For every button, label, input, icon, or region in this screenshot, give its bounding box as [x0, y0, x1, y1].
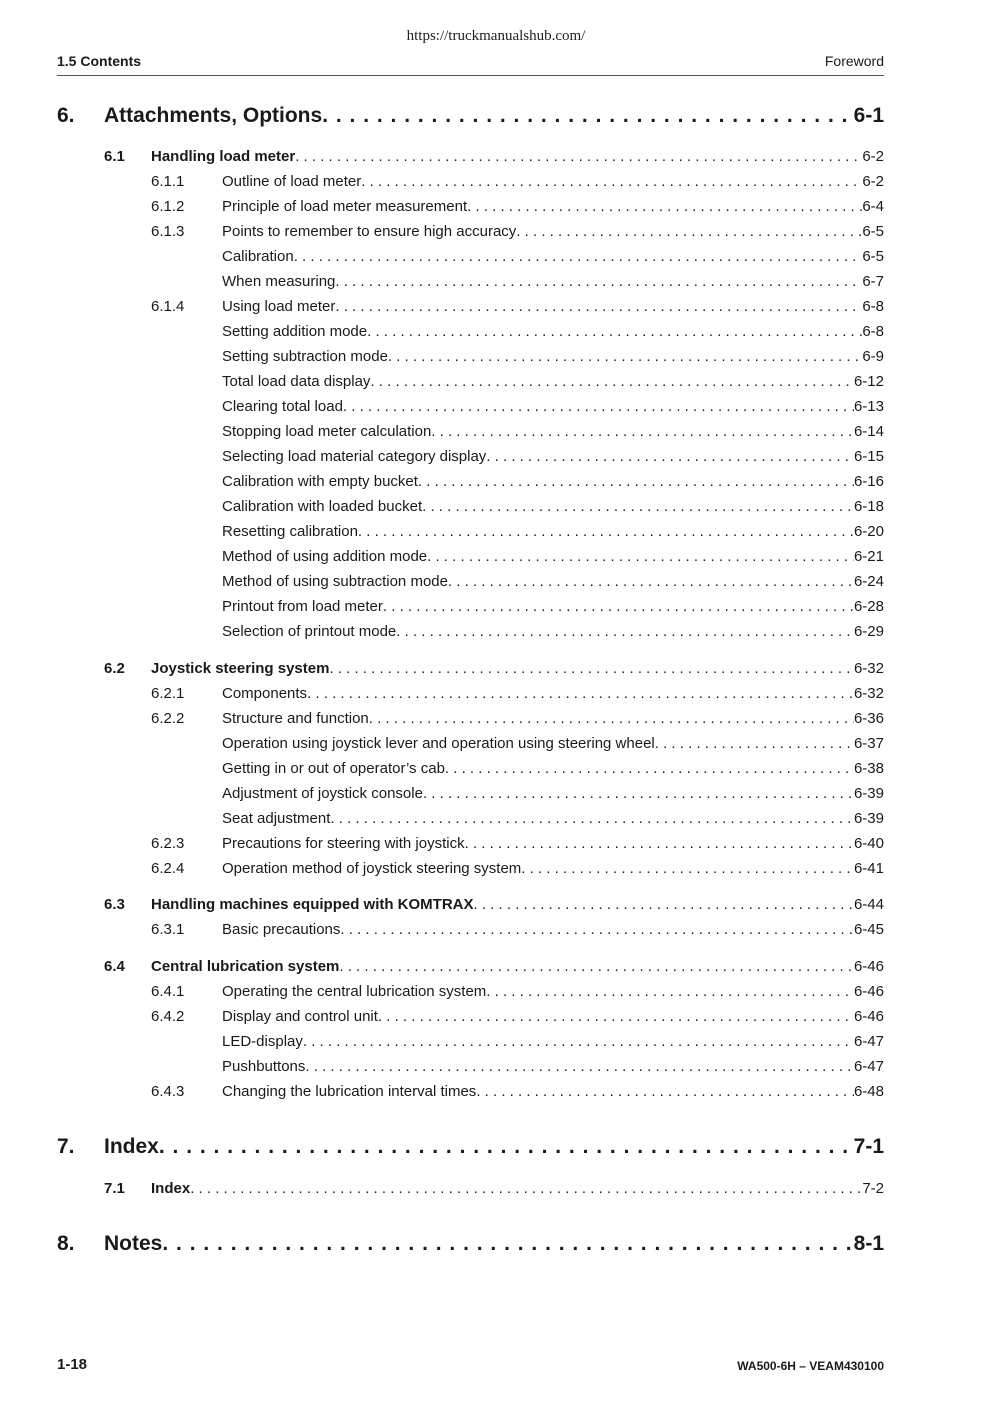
toc-number: 6.2.3	[151, 835, 185, 852]
toc-page-number: 6-38	[853, 760, 884, 777]
toc-title: Index	[151, 1180, 191, 1197]
toc-entry-line	[222, 348, 884, 365]
toc-leader-dots	[423, 785, 854, 802]
toc-title: Selection of printout mode	[222, 623, 397, 640]
toc-leader-dots	[521, 860, 854, 877]
toc-entry-line	[222, 685, 884, 702]
toc-entry-line	[222, 710, 884, 727]
footer-page-number: 1-18	[57, 1356, 88, 1373]
toc-title: Calibration with empty bucket	[222, 473, 418, 490]
toc-title: Operation using joystick lever and operation using steering wheel	[222, 735, 655, 752]
toc-page-number: 6-8	[862, 298, 884, 315]
toc-leader-dots	[294, 248, 863, 265]
toc-title: Index	[104, 1135, 159, 1158]
toc-number: 6.	[57, 104, 75, 127]
toc-leader-dots	[369, 710, 854, 727]
toc-leader-dots	[159, 1135, 854, 1159]
toc-title: Clearing total load	[222, 398, 343, 415]
toc-title: Joystick steering system	[151, 660, 330, 677]
toc-page-number: 6-41	[853, 860, 884, 877]
toc-page-number: 6-18	[853, 498, 884, 515]
toc-leader-dots	[516, 223, 862, 240]
toc-number: 6.1.4	[151, 298, 185, 315]
toc-title: Selecting load material category display	[222, 448, 487, 465]
toc-leader-dots	[190, 1180, 862, 1197]
toc-page-number: 6-15	[853, 448, 884, 465]
toc-entry-line	[222, 760, 884, 777]
toc-entry-line	[222, 298, 884, 315]
toc-title: Seat adjustment	[222, 810, 331, 827]
toc-leader-dots	[305, 1058, 854, 1075]
toc-entry-line	[151, 958, 884, 975]
toc-number: 6.2.2	[151, 710, 185, 727]
footer-doc-code: WA500-6H – VEAM430100	[737, 1359, 884, 1373]
toc-number: 6.3.1	[151, 921, 185, 938]
toc-entry-line	[222, 373, 884, 390]
toc-page-number: 7-2	[862, 1180, 884, 1197]
toc-number: 6.4.3	[151, 1083, 185, 1100]
toc-page-number: 6-2	[862, 148, 884, 165]
toc-page-number: 6-13	[853, 398, 884, 415]
toc-page-number: 6-7	[862, 273, 884, 290]
toc-page-number: 6-21	[853, 548, 884, 565]
toc-page-number: 6-32	[853, 685, 884, 702]
toc-number: 6.2.4	[151, 860, 185, 877]
toc-leader-dots	[340, 921, 854, 938]
toc-title: Attachments, Options	[104, 104, 323, 127]
toc-page-number: 6-5	[862, 248, 884, 265]
toc-page-number: 6-39	[853, 785, 884, 802]
toc-page-number: 6-45	[853, 921, 884, 938]
toc-page-number: 6-44	[853, 896, 884, 913]
toc-number: 6.2.1	[151, 685, 185, 702]
toc-entry-line	[222, 921, 884, 938]
toc-number: 6.4.2	[151, 1008, 185, 1025]
toc-title: Notes	[104, 1232, 163, 1255]
toc-page-number: 6-37	[853, 735, 884, 752]
toc-entry-line	[222, 735, 884, 752]
toc-page-number: 6-36	[853, 710, 884, 727]
toc-entry-line	[222, 398, 884, 415]
toc-page-number: 6-28	[853, 598, 884, 615]
toc-entry-line	[222, 835, 884, 852]
toc-page-number: 8-1	[853, 1232, 884, 1255]
toc-page-number: 7-1	[853, 1135, 884, 1158]
toc-leader-dots	[396, 623, 854, 640]
toc-leader-dots	[427, 548, 854, 565]
toc-title: Method of using addition mode	[222, 548, 428, 565]
toc-title: Components	[222, 685, 308, 702]
toc-entry-line	[222, 598, 884, 615]
toc-entry-line	[151, 660, 884, 677]
toc-entry-line	[222, 548, 884, 565]
toc-number: 6.2	[104, 660, 125, 677]
toc-leader-dots	[388, 348, 862, 365]
toc-page-number: 6-40	[853, 835, 884, 852]
toc-number: 6.4	[104, 958, 125, 975]
toc-page-number: 6-29	[853, 623, 884, 640]
toc-leader-dots	[448, 573, 854, 590]
toc-title: Adjustment of joystick console	[222, 785, 423, 802]
toc-leader-dots	[431, 423, 854, 440]
toc-entry-line	[222, 523, 884, 540]
toc-leader-dots	[476, 1083, 854, 1100]
toc-entry-line	[222, 1008, 884, 1025]
toc-title: Pushbuttons	[222, 1058, 306, 1075]
toc-entry-line	[222, 983, 884, 1000]
toc-title: Calibration	[222, 248, 294, 265]
toc-page-number: 6-47	[853, 1058, 884, 1075]
toc-number: 6.1.1	[151, 173, 185, 190]
toc-title: Getting in or out of operator’s cab	[222, 760, 445, 777]
toc-leader-dots	[465, 835, 854, 852]
toc-leader-dots	[303, 1033, 854, 1050]
toc-title: Setting addition mode	[222, 323, 368, 340]
toc-title: Changing the lubrication interval times	[222, 1083, 477, 1100]
toc-page-number: 6-46	[853, 1008, 884, 1025]
toc-entry-line	[222, 273, 884, 290]
toc-leader-dots	[295, 148, 862, 165]
toc-page-number: 6-46	[853, 983, 884, 1000]
toc-page-number: 6-20	[853, 523, 884, 540]
toc-leader-dots	[370, 373, 854, 390]
toc-leader-dots	[335, 273, 862, 290]
toc-number: 6.1.3	[151, 223, 185, 240]
toc-leader-dots	[361, 173, 862, 190]
toc-leader-dots	[307, 685, 854, 702]
toc-leader-dots	[329, 660, 854, 677]
toc-number: 6.1.2	[151, 198, 185, 215]
toc-leader-dots	[474, 896, 854, 913]
toc-entry-line	[222, 623, 884, 640]
toc-number: 6.3	[104, 896, 125, 913]
toc-entry-line	[222, 448, 884, 465]
toc-leader-dots	[162, 1232, 853, 1256]
toc-title: Stopping load meter calculation	[222, 423, 432, 440]
toc-title: Total load data display	[222, 373, 371, 390]
toc-title: When measuring	[222, 273, 336, 290]
header-rule	[57, 75, 884, 76]
toc-entry-line	[222, 173, 884, 190]
toc-leader-dots	[445, 760, 854, 777]
toc-leader-dots	[343, 398, 854, 415]
toc-number: 6.4.1	[151, 983, 185, 1000]
toc-entry-line	[151, 1180, 884, 1197]
toc-title: Display and control unit	[222, 1008, 378, 1025]
toc-page-number: 6-8	[862, 323, 884, 340]
toc-entry-line	[222, 248, 884, 265]
toc-title: Using load meter	[222, 298, 336, 315]
toc-title: LED-display	[222, 1033, 303, 1050]
toc-title: Principle of load meter measurement	[222, 198, 468, 215]
toc-title: Calibration with loaded bucket	[222, 498, 423, 515]
toc-leader-dots	[322, 104, 853, 128]
header-section-title: 1.5 Contents	[57, 53, 142, 69]
toc-page-number: 6-4	[862, 198, 884, 215]
toc-title: Resetting calibration	[222, 523, 358, 540]
toc-entry-line	[222, 785, 884, 802]
toc-page-number: 6-9	[862, 348, 884, 365]
toc-leader-dots	[383, 598, 854, 615]
toc-page-number: 6-46	[853, 958, 884, 975]
toc-leader-dots	[330, 810, 854, 827]
toc-entry-line	[222, 498, 884, 515]
toc-leader-dots	[467, 198, 862, 215]
toc-title: Operation method of joystick steering system	[222, 860, 522, 877]
toc-title: Method of using subtraction mode	[222, 573, 448, 590]
toc-entry-line	[222, 860, 884, 877]
toc-title: Handling load meter	[151, 148, 296, 165]
toc-entry-line	[104, 1135, 884, 1159]
toc-entry-line	[222, 423, 884, 440]
toc-entry-line	[222, 323, 884, 340]
toc-entry-line	[222, 198, 884, 215]
toc-title: Operating the central lubrication system	[222, 983, 487, 1000]
toc-entry-line	[222, 473, 884, 490]
toc-title: Structure and function	[222, 710, 369, 727]
toc-entry-line	[104, 104, 884, 128]
toc-title: Setting subtraction mode	[222, 348, 388, 365]
toc-leader-dots	[486, 448, 854, 465]
toc-title: Printout from load meter	[222, 598, 383, 615]
toc-entry-line	[104, 1232, 884, 1256]
toc-page-number: 6-47	[853, 1033, 884, 1050]
toc-number: 7.1	[104, 1180, 125, 1197]
toc-leader-dots	[339, 958, 854, 975]
header-chapter-title: Foreword	[824, 53, 884, 69]
toc-entry-line	[222, 810, 884, 827]
toc-leader-dots	[378, 1008, 854, 1025]
toc-entry-line	[222, 223, 884, 240]
toc-number: 7.	[57, 1135, 75, 1158]
toc-entry-line	[151, 148, 884, 165]
toc-entry-line	[222, 1033, 884, 1050]
toc-page-number: 6-48	[853, 1083, 884, 1100]
toc-page-number: 6-32	[853, 660, 884, 677]
toc-leader-dots	[418, 473, 854, 490]
toc-page-number: 6-1	[853, 104, 884, 127]
toc-leader-dots	[486, 983, 854, 1000]
toc-page-number: 6-24	[853, 573, 884, 590]
toc-title: Precautions for steering with joystick	[222, 835, 465, 852]
toc-entry-line	[222, 1058, 884, 1075]
toc-title: Handling machines equipped with KOMTRAX	[151, 896, 474, 913]
toc-page-number: 6-2	[862, 173, 884, 190]
toc-entry-line	[222, 1083, 884, 1100]
toc-title: Points to remember to ensure high accuracy	[222, 223, 517, 240]
source-url: https://truckmanualshub.com/	[406, 28, 586, 44]
toc-leader-dots	[358, 523, 854, 540]
toc-page-number: 6-12	[853, 373, 884, 390]
toc-leader-dots	[655, 735, 854, 752]
toc-page-number: 6-39	[853, 810, 884, 827]
toc-page-number: 6-14	[853, 423, 884, 440]
toc-number: 6.1	[104, 148, 125, 165]
toc-leader-dots	[422, 498, 854, 515]
toc-entry-line	[151, 896, 884, 913]
toc-entry-line	[222, 573, 884, 590]
toc-title: Basic precautions	[222, 921, 341, 938]
toc-page-number: 6-16	[853, 473, 884, 490]
toc-title: Central lubrication system	[151, 958, 340, 975]
toc-leader-dots	[367, 323, 862, 340]
toc-leader-dots	[335, 298, 862, 315]
toc-number: 8.	[57, 1232, 75, 1255]
toc-title: Outline of load meter	[222, 173, 362, 190]
toc-page-number: 6-5	[862, 223, 884, 240]
